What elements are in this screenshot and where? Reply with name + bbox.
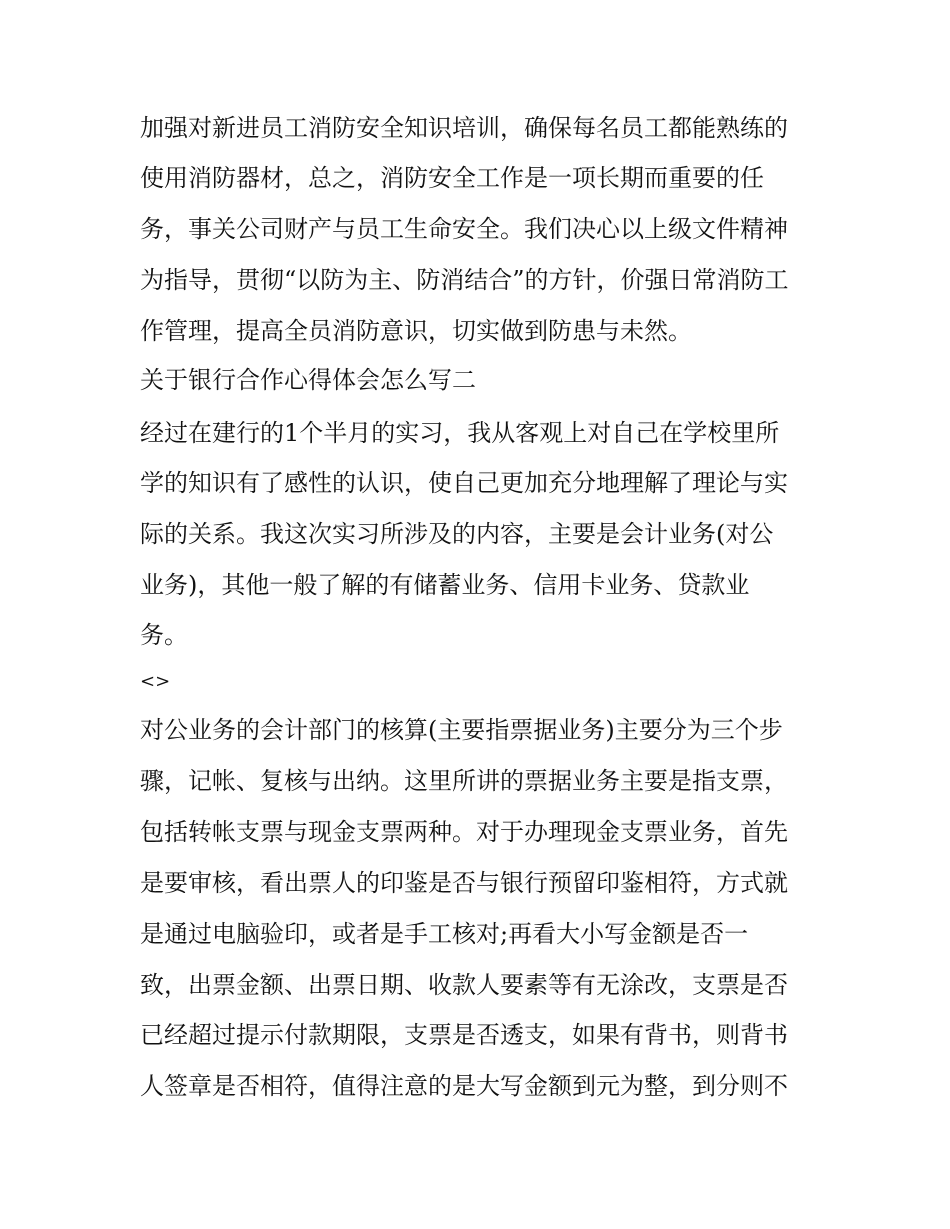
paragraph-line: 人签章是否相符，值得注意的是大写金额到元为整，到分则不 bbox=[140, 1072, 788, 1100]
paragraph-line: 已经超过提示付款期限，支票是否透支，如果有背书，则背书 bbox=[140, 1021, 788, 1049]
paragraph-line: 包括转帐支票与现金支票两种。对于办理现金支票业务，首先 bbox=[140, 818, 788, 846]
paragraph-line: 是通过电脑验印，或者是手工核对;再看大小写金额是否一 bbox=[140, 920, 749, 948]
paragraph-line: 骤，记帐、复核与出纳。这里所讲的票据业务主要是指支票， bbox=[140, 767, 788, 795]
paragraph-line: 经过在建行的1个半月的实习，我从客观上对自己在学校里所 bbox=[140, 419, 780, 447]
paragraph-line: 务，事关公司财产与员工生命安全。我们决心以上级文件精神 bbox=[140, 215, 788, 243]
paragraph-line: 致，出票金额、出票日期、收款人要素等有无涂改，支票是否 bbox=[140, 971, 788, 999]
paragraph-line: 对公业务的会计部门的核算(主要指票据业务)主要分为三个步 bbox=[140, 716, 783, 744]
section-heading: 关于银行合作心得体会怎么写二 bbox=[140, 366, 476, 394]
paragraph-line: 作管理，提高全员消防意识，切实做到防患与未然。 bbox=[140, 317, 692, 345]
paragraph-line: 务。 bbox=[140, 621, 188, 649]
paragraph-line: 使用消防器材，总之，消防安全工作是一项长期而重要的任 bbox=[140, 164, 764, 192]
paragraph-line: 业务)，其他一般了解的有储蓄业务、信用卡业务、贷款业 bbox=[140, 571, 750, 599]
paragraph-line: 为指导，贯彻“以防为主、防消结合”的方针，价强日常消防工 bbox=[140, 266, 789, 294]
placeholder-marker: <> bbox=[140, 671, 171, 692]
paragraph-line: 加强对新进员工消防安全知识培训，确保每名员工都能熟练的 bbox=[140, 114, 788, 142]
paragraph-line: 是要审核，看出票人的印鉴是否与银行预留印鉴相符，方式就 bbox=[140, 869, 788, 897]
paragraph-line: 际的关系。我这次实习所涉及的内容，主要是会计业务(对公 bbox=[140, 520, 774, 548]
paragraph-line: 学的知识有了感性的认识，使自己更加充分地理解了理论与实 bbox=[140, 469, 788, 497]
